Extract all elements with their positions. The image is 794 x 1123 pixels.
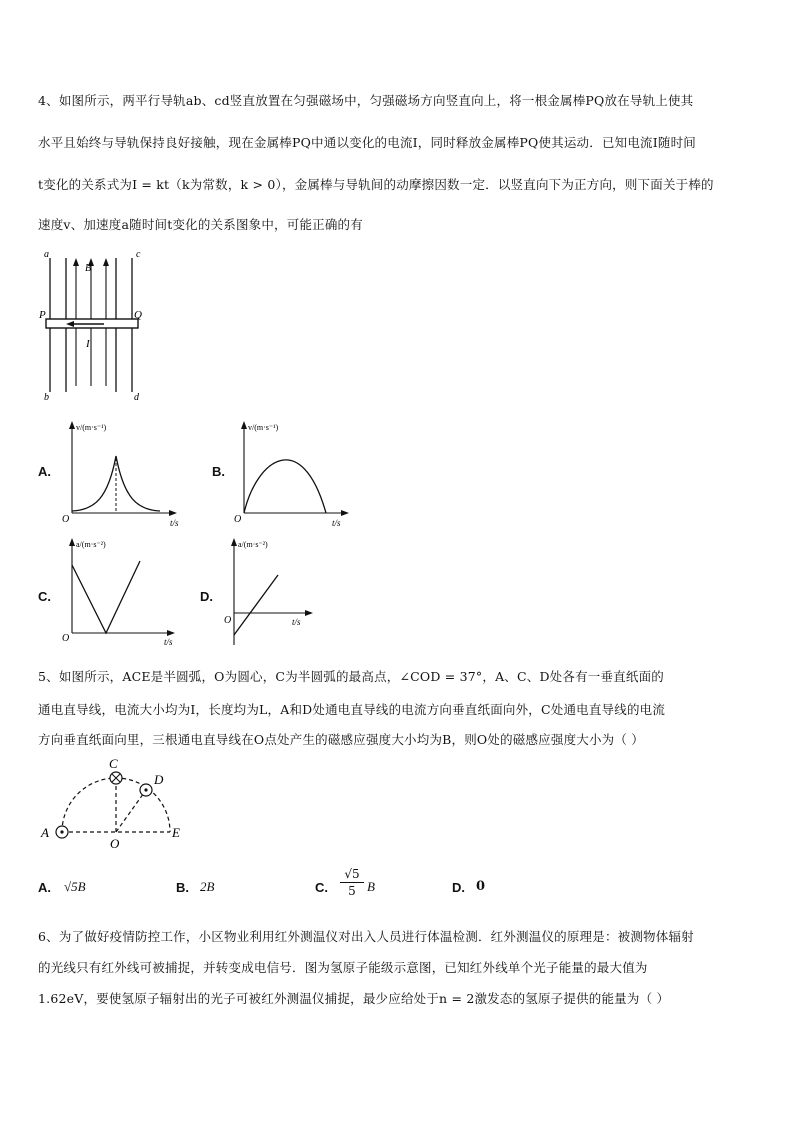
q6-line-2: 的光线只有红外线可被捕捉，并转变成电信号．图为氢原子能级示意图，已知红外线单个光子能量的最大值为: [38, 960, 648, 975]
label-C: C: [109, 756, 118, 771]
q4-line-2: 水平且始终与导轨保持良好接触，现在金属棒PQ中通以变化的电流I，同时释放金属棒PQ使其运动．已知电流I随时间: [38, 135, 696, 150]
label-P: P: [39, 309, 46, 321]
q5-option-c-fraction: [340, 866, 364, 899]
option-b-ylabel: v/(m·s⁻¹): [248, 423, 279, 432]
q5-option-b-label[interactable]: B.: [176, 880, 189, 895]
q5-option-c-label[interactable]: C.: [315, 880, 328, 895]
option-b-xlabel: t/s: [332, 518, 341, 528]
q4-option-a-graph: [60, 418, 190, 528]
q5-line-3: 方向垂直纸面向里，三根通电直导线在O点处产生的磁感应强度大小均为B，则O处的磁感应强度大小为（ ）: [38, 732, 644, 747]
label-b: b: [44, 392, 49, 402]
option-a-ylabel: v/(m·s⁻¹): [76, 423, 107, 432]
q4-line-3: t变化的关系式为I = kt（k为常数，k > 0），金属棒与导轨间的动摩擦因数一定．以竖直向下为正方向，则下面关于棒的: [38, 177, 714, 192]
q4-option-b-graph: [232, 418, 362, 528]
q4-option-b-label[interactable]: B.: [212, 464, 225, 479]
option-a-xlabel: t/s: [170, 518, 179, 528]
label-A: A: [41, 825, 49, 840]
q5-option-a-value: √5B: [64, 879, 86, 894]
q4-option-d-graph: [222, 535, 322, 650]
q5-semicircle-figure: [36, 756, 196, 856]
fraction-numerator: √5: [340, 866, 364, 883]
q4-option-c-label[interactable]: C.: [38, 589, 51, 604]
q4-option-d-label[interactable]: D.: [200, 589, 213, 604]
q4-option-c-graph: [60, 535, 190, 647]
q4-option-a-label[interactable]: A.: [38, 464, 51, 479]
option-c-origin: O: [62, 633, 70, 644]
label-d: d: [134, 392, 139, 402]
q6-line-3: 1.62eV，要使氢原子辐射出的光子可被红外测温仪捕捉，最少应给处于n = 2激发态的氢原子提供的能量为（ ）: [38, 991, 670, 1006]
option-d-ylabel: a/(m·s⁻²): [238, 540, 268, 549]
q5-option-a-label[interactable]: A.: [38, 880, 51, 895]
label-c: c: [136, 249, 141, 260]
label-O: O: [110, 836, 120, 851]
option-d-xlabel: t/s: [292, 617, 301, 627]
label-B: B: [85, 263, 92, 274]
fraction-denominator: 5: [348, 884, 356, 898]
label-Q: Q: [134, 309, 142, 321]
q6-line-1: 6、为了做好疫情防控工作，小区物业利用红外测温仪对出入人员进行体温检测．红外测温仪的原理是：被测物体辐射: [38, 929, 694, 944]
q4-rail-figure: [36, 246, 154, 402]
q5-option-d-value: 0: [476, 879, 486, 894]
label-a: a: [44, 249, 49, 260]
label-D: D: [154, 772, 164, 787]
option-c-xlabel: t/s: [164, 637, 173, 647]
option-a-origin: O: [62, 514, 70, 525]
label-E: E: [172, 825, 180, 840]
option-d-origin: O: [224, 615, 232, 626]
q5-line-1: 5、如图所示，ACE是半圆弧，O为圆心，C为半圆弧的最高点，∠COD = 37°，A、C、D处各有一垂直纸面的: [38, 669, 664, 684]
q5-option-d-label[interactable]: D.: [452, 880, 465, 895]
q4-line-1: 4、如图所示，两平行导轨ab、cd竖直放置在匀强磁场中，匀强磁场方向竖直向上，将一根金属棒PQ放在导轨上使其: [38, 93, 694, 108]
label-I: I: [86, 338, 90, 350]
q5-option-c-tail: B: [367, 879, 375, 894]
option-b-origin: O: [234, 514, 242, 525]
q4-line-4: 速度v、加速度a随时间t变化的关系图象中，可能正确的有: [38, 217, 363, 232]
q5-option-b-value: 2B: [200, 879, 215, 894]
q5-line-2: 通电直导线，电流大小均为I，长度均为L，A和D处通电直导线的电流方向垂直纸面向外，C处通电直导线的电流: [38, 702, 666, 717]
option-c-ylabel: a/(m·s⁻²): [76, 540, 106, 549]
